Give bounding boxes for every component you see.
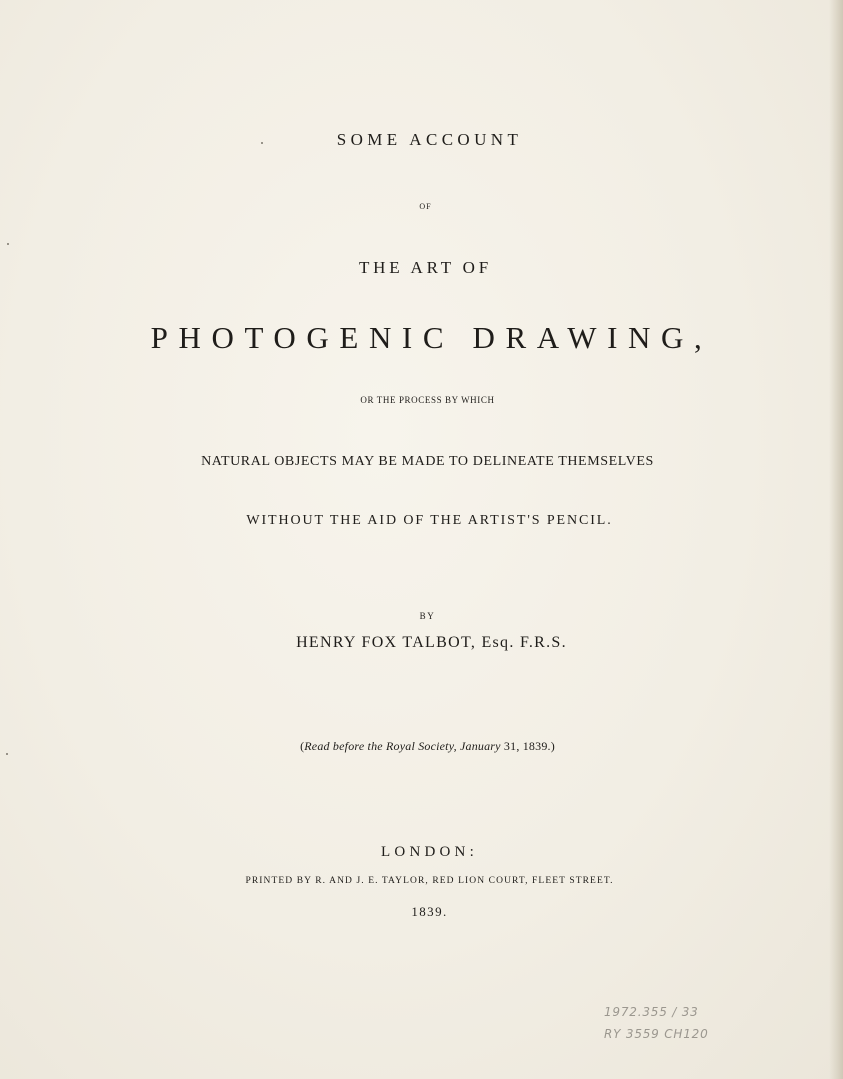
read-note-italic: Read before the Royal Society, January [304,739,501,753]
subtitle-natural-objects: NATURAL OBJECTS MAY BE MADE TO DELINEATE THEMSELVES [201,454,654,469]
subtitle-process: OR THE PROCESS BY WHICH [360,395,495,405]
heading-some-account: SOME ACCOUNT [336,130,523,149]
imprint-printer: PRINTED BY R. AND J. E. TAYLOR, RED LION COURT, FLEET STREET. [245,876,614,886]
catalog-number-1: 1972.355 / 33 [604,1005,699,1019]
main-title: PHOTOGENIC DRAWING, [150,320,713,355]
author-name: HENRY FOX TALBOT, Esq. F.R.S. [296,634,567,651]
read-note-open: ( [300,739,305,753]
imprint-year: 1839. [411,904,448,919]
ink-speck [6,753,8,755]
ink-speck [7,243,9,245]
read-note-date: 31, 1839.) [500,739,555,753]
subtitle-without-aid: WITHOUT THE AID OF THE ARTIST'S PENCIL. [246,513,613,528]
heading-the-art-of: THE ART OF [358,258,492,277]
by-label: BY [419,611,436,621]
read-before-note [0,740,843,752]
imprint-place: LONDON: [381,844,478,860]
heading-of: OF [419,202,432,211]
catalog-number-2: RY 3559 CH120 [604,1027,709,1041]
